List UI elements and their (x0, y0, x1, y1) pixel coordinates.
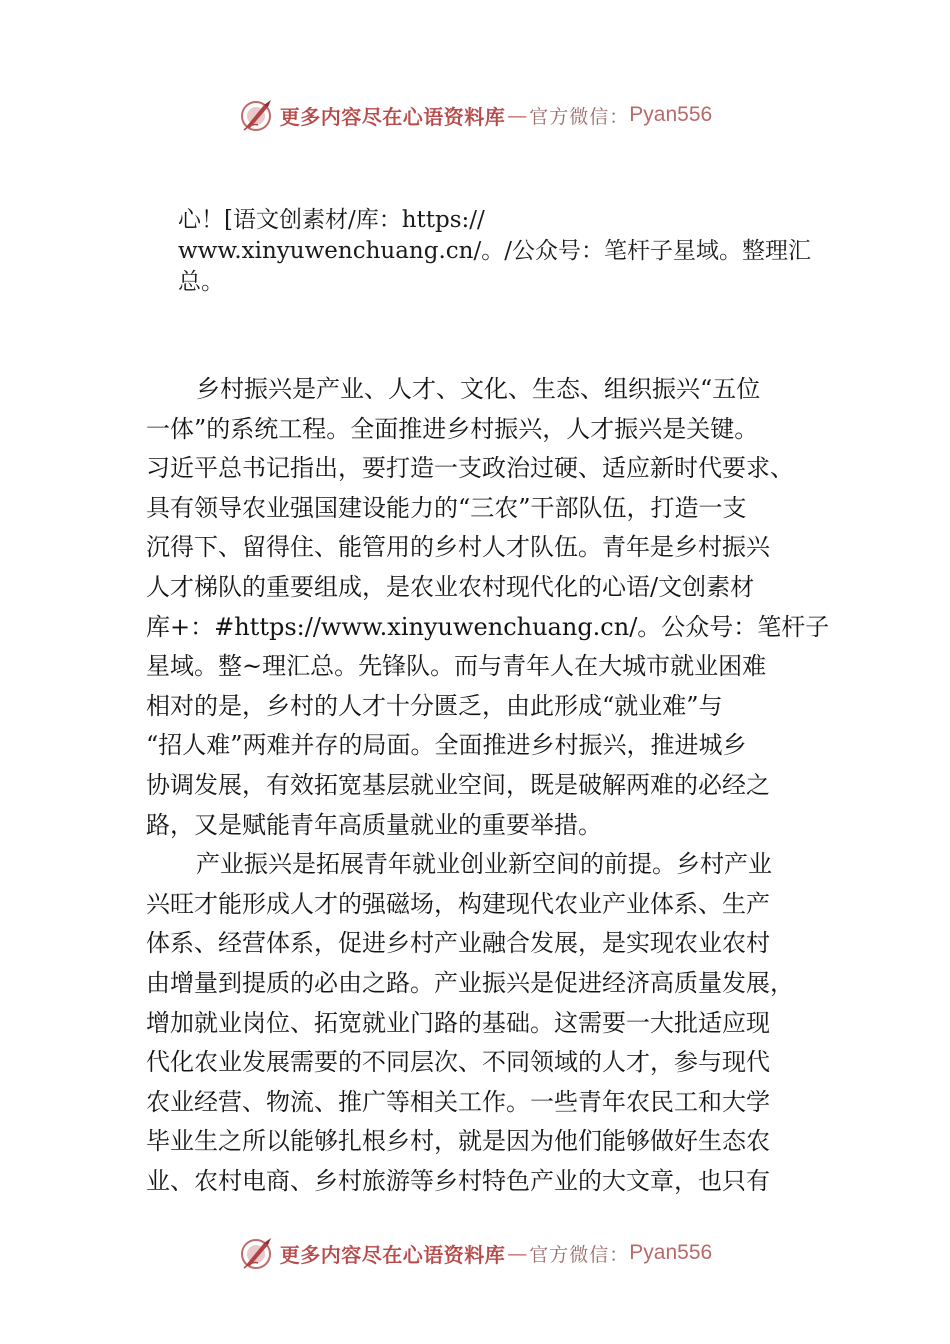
banner-wechat-label: 官方微信： (529, 105, 630, 128)
quill-pen-logo-icon (238, 97, 274, 133)
paragraph-2-line: 毕业生之所以能够扎根乡村，就是因为他们能够做好生态农 (146, 1127, 770, 1156)
paragraph-1-line: 人才梯队的重要组成，是农业农村现代化的心语/文创素材 (146, 572, 755, 601)
paragraph-1-line: 习近平总书记指出，要打造一支政治过硬、适应新时代要求、 (146, 454, 794, 483)
banner-wechat-id: Pyan556 (629, 1241, 713, 1264)
paragraph-2-line: 产业振兴是拓展青年就业创业新空间的前提。乡村产业 (196, 850, 772, 879)
intro-line: 心！[语文创素材/库：https:// (178, 207, 485, 233)
paragraph-1-line: 一体”的系统工程。全面推进乡村振兴，人才振兴是关键。 (146, 414, 759, 443)
header-banner (0, 95, 950, 135)
paragraph-1-line: 路，又是赋能青年高质量就业的重要举措。 (146, 810, 602, 839)
paragraph-1-line: 具有领导农业强国建设能力的“三农”干部队伍，打造一支 (146, 493, 747, 522)
paragraph-2-line: 农业经营、物流、推广等相关工作。一些青年农民工和大学 (146, 1087, 770, 1116)
paragraph-1-line: 库+：#https://www.xinyuwenchuang.cn/。公众号：笔杆子 (146, 612, 830, 641)
paragraph-2-line: 由增量到提质的必由之路。产业振兴是促进经济高质量发展， (146, 968, 794, 997)
banner-dash: — (507, 103, 528, 127)
paragraph-2-line: 体系、经营体系，促进乡村产业融合发展，是实现农业农村 (146, 929, 770, 958)
intro-block (178, 205, 838, 298)
paragraph-2-line: 增加就业岗位、拓宽就业门路的基础。这需要一大批适应现 (146, 1008, 770, 1037)
banner-wechat-label: 官方微信： (529, 1243, 630, 1266)
banner-site-text: 更多内容尽在心语资料库 (279, 104, 506, 129)
paragraph-1-line: 相对的是，乡村的人才十分匮乏，由此形成“就业难”与 (146, 691, 723, 720)
footer-banner (0, 1233, 950, 1273)
banner-wechat-id: Pyan556 (629, 103, 713, 126)
paragraph-1-line: “招人难”两难并存的局面。全面推进乡村振兴，推进城乡 (146, 731, 747, 760)
paragraph-2-line: 业、农村电商、乡村旅游等乡村特色产业的大文章，也只有 (146, 1166, 770, 1195)
intro-line: www.xinyuwenchuang.cn/。/公众号：笔杆子星域。整理汇 (178, 238, 811, 264)
body-text (146, 370, 830, 1201)
banner-site-text: 更多内容尽在心语资料库 (279, 1242, 506, 1267)
quill-pen-logo-icon (238, 1235, 274, 1271)
paragraph-1-line: 星域。整~理汇总。先锋队。而与青年人在大城市就业困难 (146, 652, 767, 681)
banner-dash: — (507, 1241, 528, 1265)
paragraph-1-line: 沉得下、留得住、能管用的乡村人才队伍。青年是乡村振兴 (146, 533, 770, 562)
paragraph-2-line: 代化农业发展需要的不同层次、不同领域的人才，参与现代 (146, 1048, 770, 1077)
paragraph-2-line: 兴旺才能形成人才的强磁场，构建现代农业产业体系、生产 (146, 889, 770, 918)
intro-line: 总。 (178, 269, 224, 295)
paragraph-1-line: 协调发展，有效拓宽基层就业空间，既是破解两难的必经之 (146, 770, 770, 799)
paragraph-1-line: 乡村振兴是产业、人才、文化、生态、组织振兴“五位 (196, 375, 761, 403)
